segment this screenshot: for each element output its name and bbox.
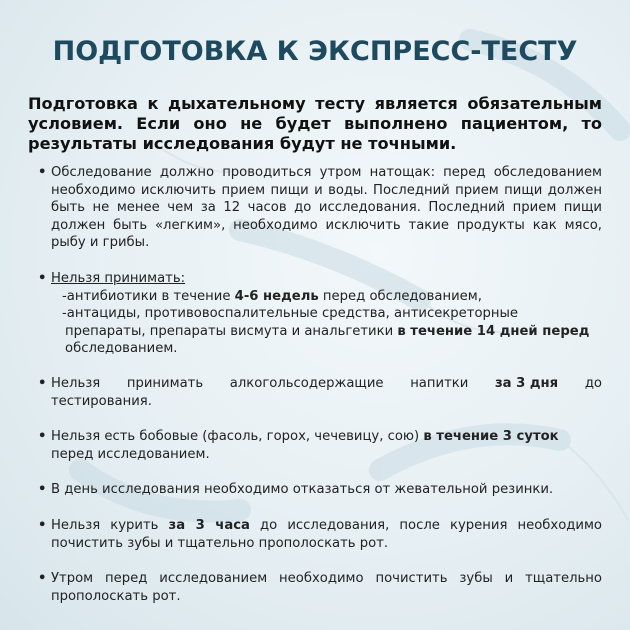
list-item-medications bbox=[38, 270, 602, 358]
legumes-line: • Нельзя есть бобовые (фасоль, горох, чечевицу, сою) в течение 3 суток bbox=[51, 429, 559, 445]
list-item-text: • Утром перед исследованием необходимо почистить зубы и тщательно прополоскать рот. bbox=[51, 571, 602, 604]
requirements-list bbox=[38, 164, 602, 605]
list-item-heading: • Нельзя принимать: bbox=[51, 270, 186, 286]
list-item-teeth bbox=[38, 570, 602, 605]
medication-line-bismuth: препараты, препараты висмута и анальгетики в течение 14 дней перед bbox=[65, 323, 590, 339]
list-item-smoking bbox=[38, 517, 602, 552]
alcohol-line: • Нельзя принимать алкогольсодержащие напитки за 3 дня до bbox=[51, 375, 602, 391]
list-item-text: • В день исследования необходимо отказаться от жевательной резинки. bbox=[51, 482, 554, 498]
page-title: ПОДГОТОВКА К ЭКСПРЕСС-ТЕСТУ bbox=[52, 36, 578, 67]
medication-line-end: обследованием. bbox=[65, 341, 178, 357]
list-item-fasting bbox=[38, 164, 602, 252]
medication-line-antibiotics: -антибиотики в течение 4-6 недель перед обследованием, bbox=[62, 288, 482, 304]
medication-line-antacids: -антациды, противовоспалительные средства, антисекреторные bbox=[62, 306, 519, 322]
list-item-alcohol bbox=[38, 375, 602, 410]
smoking-text: • Нельзя курить за 3 часа до исследования, после курения необходимо почистить зубы и тщательно прополоскать рот. bbox=[51, 517, 602, 551]
list-item-legumes bbox=[38, 428, 602, 463]
intro-paragraph: Подготовка к дыхательному тесту является обязательным условием. Если оно не будет выполнено пациентом, то результаты исследования будут не точными. bbox=[28, 94, 602, 153]
alcohol-line-end: тестирования. bbox=[51, 393, 152, 409]
list-item-text: • Обследование должно проводиться утром натощак: перед обследованием необходимо исключить прием пищи и воды. Последний прием пищи должен быть не менее чем за 12 часов до исследования. Последний прием пищи должен быть «легким», необходимо исключить такие продукты как мясо, рыбу и грибы. bbox=[51, 165, 602, 251]
list-item-chewing-gum bbox=[38, 481, 602, 499]
legumes-line-end: перед исследованием. bbox=[51, 446, 210, 462]
